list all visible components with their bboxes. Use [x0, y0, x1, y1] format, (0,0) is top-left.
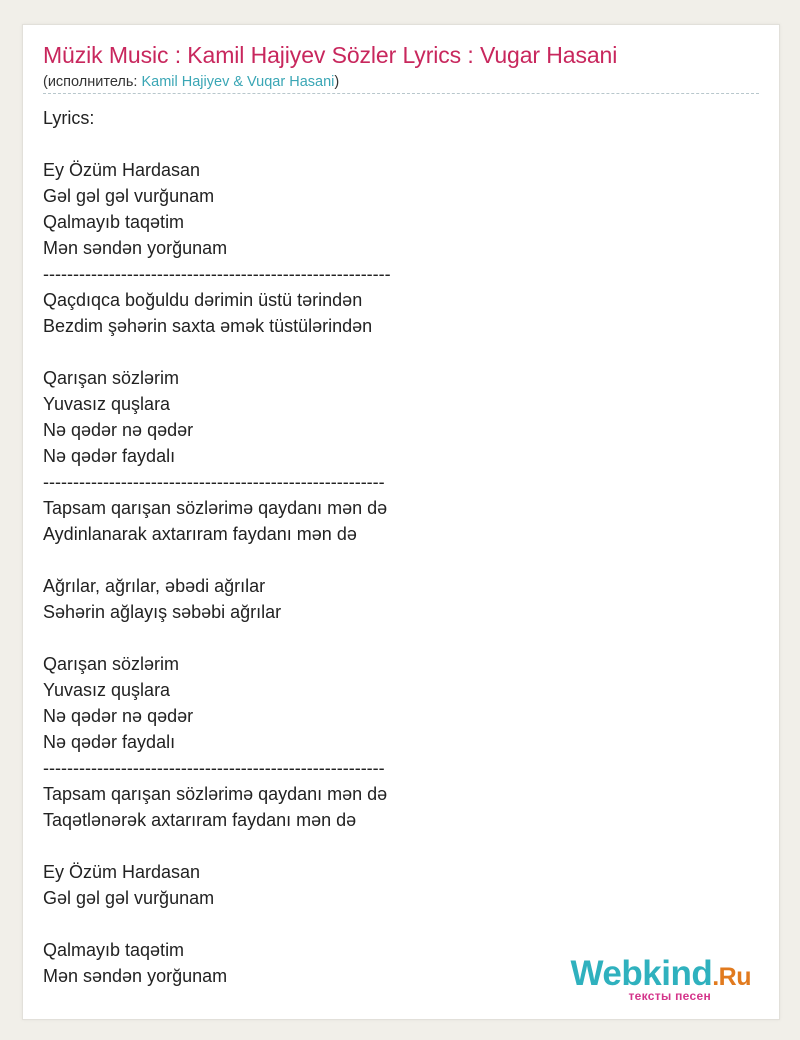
lyrics-line: Nə qədər faydalı — [43, 446, 176, 466]
lyrics-line: Taqətlənərək axtarıram faydanı mən də — [43, 810, 357, 830]
artist-link[interactable]: Kamil Hajiyev & Vuqar Hasani — [141, 74, 335, 90]
lyrics-line: Tapsam qarışan sözlərimə qaydanı mən də — [43, 784, 388, 804]
lyrics-line: Gəl gəl gəl vurğunam — [43, 888, 215, 908]
lyrics-line: Nə qədər faydalı — [43, 732, 176, 752]
lyrics-line: Nə qədər nə qədər — [43, 706, 194, 726]
lyrics-line — [43, 339, 759, 365]
lyrics-line: Qalmayıb taqətim — [43, 212, 185, 232]
lyrics-line: Qarışan sözlərim — [43, 368, 180, 388]
lyrics-line: ---------------------------------------------------------- — [43, 264, 391, 284]
lyrics-line — [43, 911, 759, 937]
site-logo[interactable] — [571, 956, 751, 1003]
lyrics-line: Ağrılar, ağrılar, əbədi ağrılar — [43, 576, 266, 596]
lyrics-line — [43, 547, 759, 573]
lyrics-line: Yuvasız quşlara — [43, 680, 171, 700]
lyrics-line: Qalmayıb taqətim — [43, 940, 185, 960]
lyrics-line: Gəl gəl gəl vurğunam — [43, 186, 215, 206]
lyrics-line: Qarışan sözlərim — [43, 654, 180, 674]
content-card — [22, 24, 780, 1020]
lyrics-line: Mən səndən yorğunam — [43, 238, 228, 258]
lyrics-line: Aydinlanarak axtarıram faydanı mən də — [43, 524, 357, 544]
lyrics-line — [43, 833, 759, 859]
lyrics-line: Səhərin ağlayış səbəbi ağrılar — [43, 602, 282, 622]
lyrics-line: Bezdim şəhərin saxta əmək tüstülərindən — [43, 316, 373, 336]
artist-line — [43, 74, 339, 90]
lyrics-line: Tapsam qarışan sözlərimə qaydanı mən də — [43, 498, 388, 518]
lyrics-line: Mən səndən yorğunam — [43, 966, 228, 986]
lyrics-line: Yuvasız quşlara — [43, 394, 171, 414]
lyrics-line: Ey Özüm Hardasan — [43, 862, 201, 882]
lyrics-body — [43, 105, 759, 989]
lyrics-line: --------------------------------------------------------- — [43, 758, 385, 778]
lyrics-line — [43, 625, 759, 651]
lyrics-line: --------------------------------------------------------- — [43, 472, 385, 492]
lyrics-line — [43, 131, 759, 157]
lyrics-line: Ey Özüm Hardasan — [43, 160, 201, 180]
artist-suffix: ) — [334, 74, 340, 90]
logo-main-text: Webkind — [570, 954, 713, 993]
logo-tagline: тексты песен — [628, 989, 711, 1003]
page-title: Müzik Music : Kamil Hajiyev Sözler Lyrics : Vugar Hasani — [43, 42, 618, 68]
lyrics-line: Lyrics: — [43, 108, 95, 128]
lyrics-line: Nə qədər nə qədər — [43, 420, 194, 440]
artist-prefix: (исполнитель: — [43, 74, 142, 90]
title-separator — [43, 93, 759, 94]
logo-tld-text: .Ru — [712, 963, 751, 991]
lyrics-line: Qaçdıqca boğuldu dərimin üstü tərindən — [43, 290, 363, 310]
